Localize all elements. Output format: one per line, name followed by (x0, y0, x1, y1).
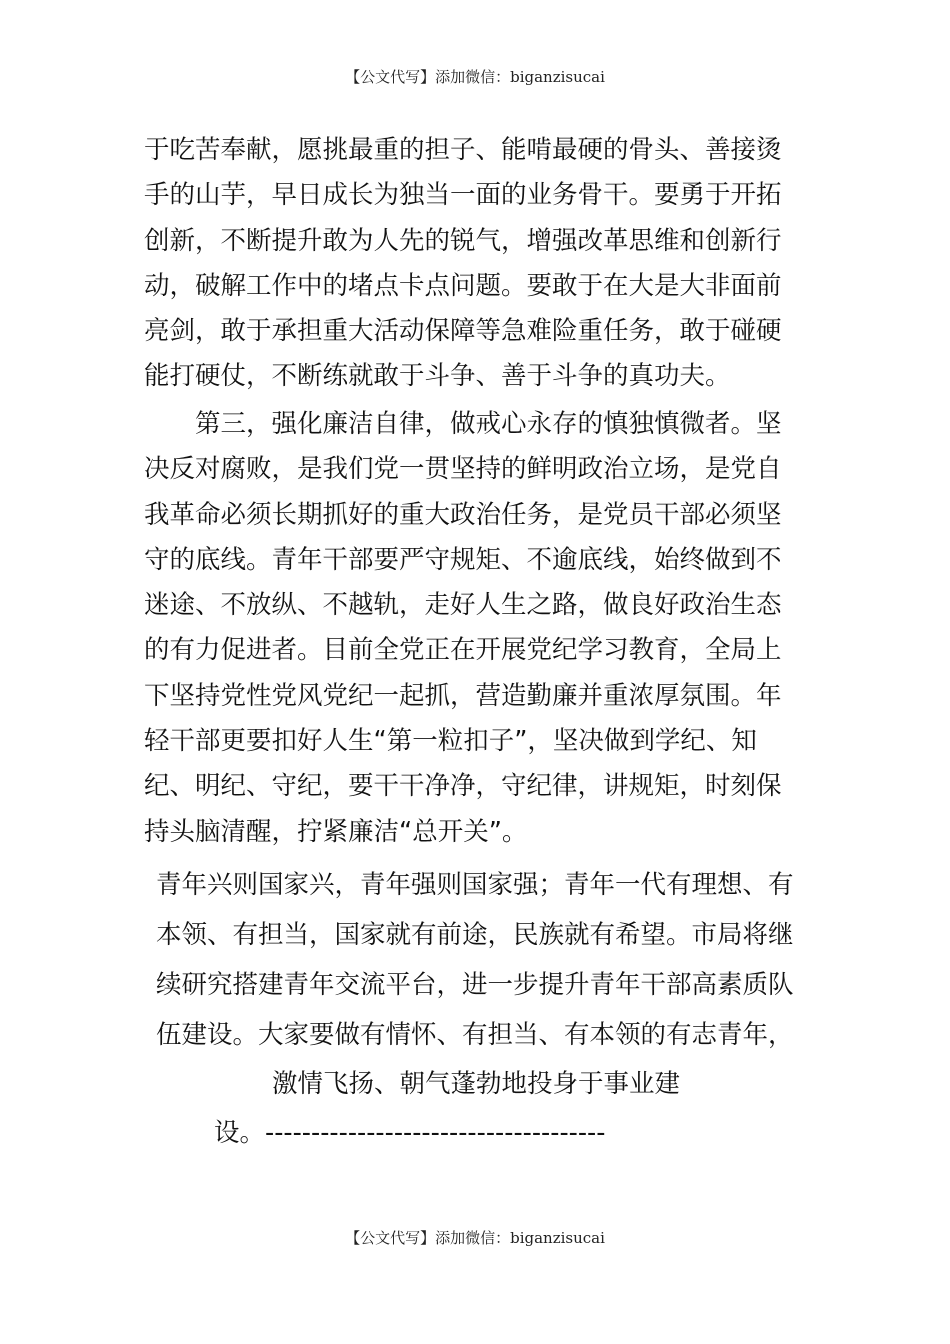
text-line: 下坚持党性党风党纪一起抓，营造勤廉并重浓厚氛围。年 (144, 680, 782, 711)
paragraph-2 (144, 402, 808, 855)
text-line: 持头脑清醒，拧紧廉洁“总开关”。 (144, 816, 528, 847)
closing-text-line: 设。------------------------------------- (214, 1118, 606, 1148)
text-line: 我革命必须长期抓好的重大政治任务，是党员干部必须坚 (144, 499, 782, 530)
text-line: 于吃苦奉献，愿挑最重的担子、能啃最硬的骨头、善接烫 (144, 135, 782, 165)
text-line: 伍建设。大家要做有情怀、有担当、有本领的有志青年， (156, 1020, 794, 1050)
text-line: 决反对腐败，是我们党一贯坚持的鲜明政治立场，是党自 (144, 454, 782, 485)
text-line: 能打硬仗，不断练就敢于斗争、善于斗争的真功夫。 (144, 361, 731, 392)
text-line: 动，破解工作中的堵点卡点问题。要敢于在大是大非面前 (144, 270, 782, 301)
text-line: 创新，不断提升敢为人先的锐气，增强改革思维和创新行 (144, 225, 782, 256)
text-line: 守的底线。青年干部要严守规矩、不逾底线，始终做到不 (144, 544, 782, 575)
text-line: 迷途、不放纵、不越轨，走好人生之路，做良好政治生态 (144, 590, 782, 621)
text-line: 手的山芋，早日成长为独当一面的业务骨干。要勇于开拓 (144, 180, 782, 211)
page-header: 【公文代写】添加微信：biganzisucai (345, 68, 605, 86)
text-line: 青年兴则国家兴，青年强则国家强；青年一代有理想、有 (156, 870, 794, 900)
text-line: 第三，强化廉洁自律，做戒心永存的慎独慎微者。坚 (144, 409, 782, 439)
centered-text-line: 激情飞扬、朝气蓬勃地投身于事业建 (272, 1069, 681, 1099)
text-line: 的有力促进者。目前全党正在开展党纪学习教育，全局上 (144, 635, 782, 666)
paragraph-1 (144, 128, 808, 400)
text-line: 亮剑，敢于承担重大活动保障等急难险重任务，敢于碰硬 (144, 316, 782, 347)
text-line: 轻干部更要扣好人生“第一粒扣子”，坚决做到学纪、知 (144, 726, 757, 757)
paragraph-3 (156, 860, 806, 1060)
text-line: 本领、有担当，国家就有前途，民族就有希望。市局将继 (156, 920, 794, 950)
text-line: 纪、明纪、守纪，要干干净净，守纪律，讲规矩，时刻保 (144, 771, 782, 802)
text-line: 续研究搭建青年交流平台，进一步提升青年干部高素质队 (156, 970, 794, 1000)
page-footer: 【公文代写】添加微信：biganzisucai (345, 1229, 605, 1247)
